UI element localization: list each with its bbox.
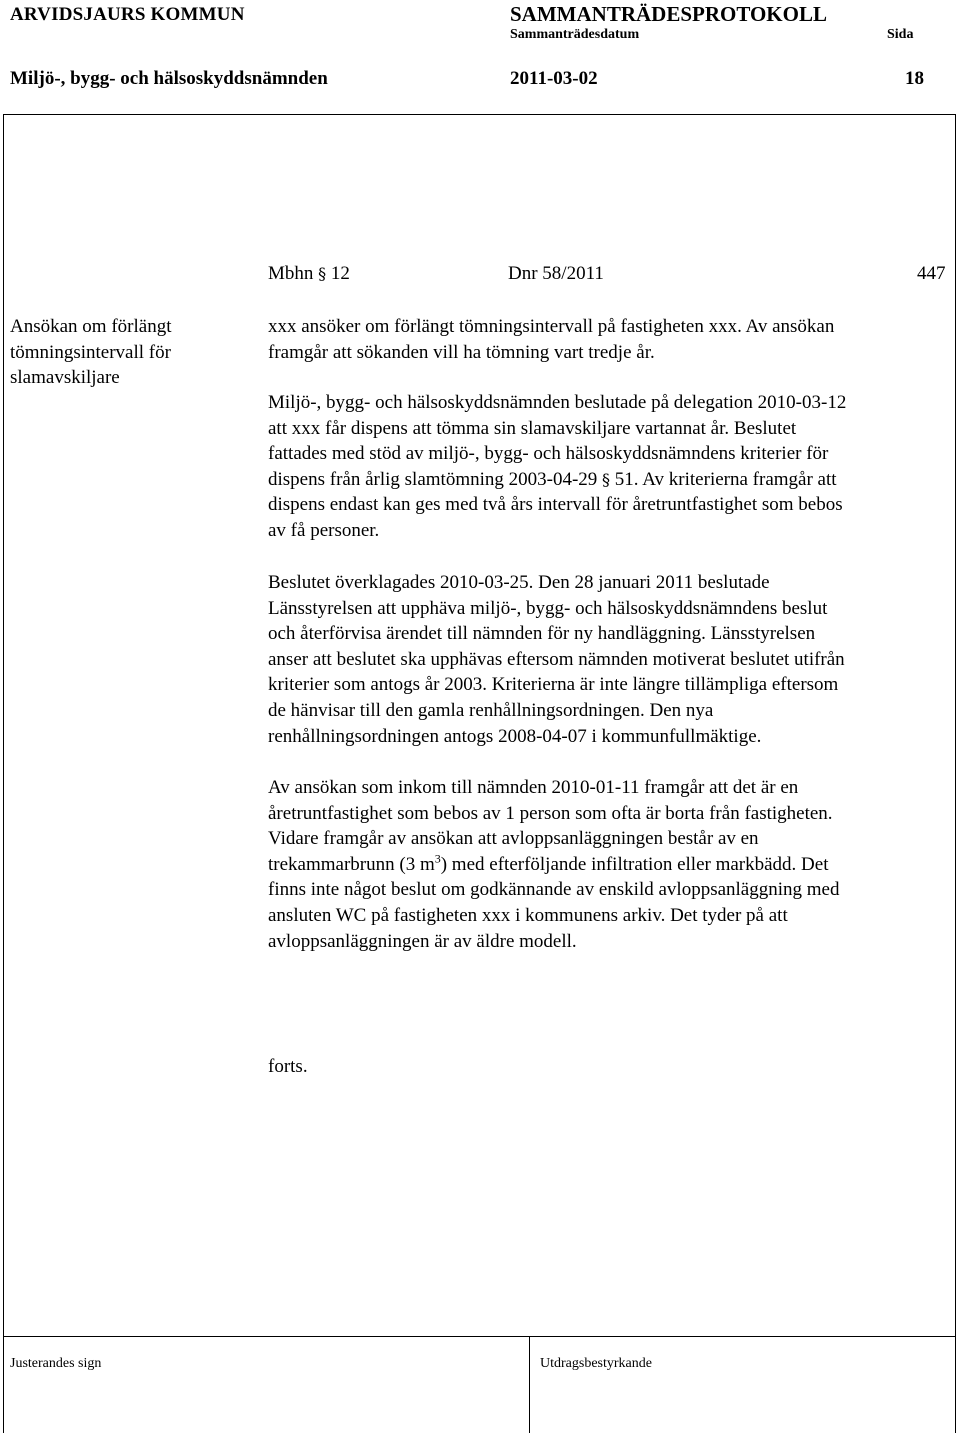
- text-line: Av ansökan som inkom till nämnden 2010-01-11 framgår att det är en: [268, 777, 799, 798]
- text-line: anser att beslutet ska upphävas eftersom nämnden motiverat beslutet utifrån: [268, 648, 845, 670]
- text-line: finns inte något beslut om godkännande av enskild avloppsanläggning med: [268, 879, 840, 901]
- text-line: och återförvisa ärendet till nämnden för ny handläggning. Länsstyrelsen: [268, 623, 816, 645]
- text-line: Länsstyrelsen att upphäva miljö-, bygg- och hälsoskyddsnämndens beslut: [268, 597, 828, 619]
- text-line: Beslutet överklagades 2010-03-25. Den 28 januari 2011 beslutade: [268, 572, 770, 593]
- section-number: 12: [330, 263, 350, 284]
- case-number: 447: [917, 263, 946, 284]
- document-type: SAMMANTRÄDESPROTOKOLL: [510, 2, 827, 26]
- text-line: renhållningsordningen antogs 2008-04-07 i kommunfullmäktige.: [268, 725, 762, 747]
- section-symbol: §: [602, 469, 611, 489]
- case-title-line: Ansökan om förlängt: [10, 316, 172, 337]
- page-number: 18: [905, 68, 924, 89]
- text-line: [268, 852, 950, 878]
- paragraph-property-details: [268, 775, 950, 954]
- continued-note: forts.: [268, 1056, 308, 1077]
- case-title-line: tömningsintervall för: [10, 341, 171, 363]
- diary-number: Dnr 58/2011: [508, 263, 604, 284]
- meeting-date-label: Sammanträdesdatum: [510, 27, 640, 42]
- section-prefix: Mbhn: [268, 263, 314, 284]
- text-line: att xxx får dispens att tömma sin slamavskiljare vartannat år. Beslutet: [268, 417, 797, 439]
- section-symbol: §: [318, 264, 327, 283]
- text-fragment: trekammarbrunn (3 m: [268, 853, 435, 875]
- paragraph-delegation-decision: [268, 390, 950, 544]
- text-line: ansluten WC på fastigheten xxx i kommunens arkiv. Det tyder på att: [268, 904, 788, 926]
- footer-divider: [955, 1337, 956, 1433]
- text-line: Vidare framgår av ansökan att avloppsanläggningen består av en: [268, 828, 759, 850]
- committee-name: Miljö-, bygg- och hälsoskyddsnämnden: [10, 68, 328, 89]
- superscript: 3: [434, 851, 441, 866]
- case-title: [10, 314, 171, 391]
- text-line: framgår att sökanden vill ha tömning vart tredje år.: [268, 341, 655, 363]
- paragraph-appeal: [268, 570, 950, 749]
- text-line: xxx ansöker om förlängt tömningsintervall på fastigheten xxx. Av ansökan: [268, 316, 835, 337]
- text-line: fattades med stöd av miljö-, bygg- och hälsoskyddsnämndens kriterier för: [268, 443, 829, 465]
- text-fragment: 51. Av kriterierna framgår att: [610, 468, 837, 490]
- text-fragment: ) med efterföljande infiltration eller markbädd. Det: [440, 853, 829, 875]
- text-line: av få personer.: [268, 519, 380, 541]
- organization-name: ARVIDSJAURS KOMMUN: [10, 4, 245, 25]
- certification-label: Utdragsbestyrkande: [540, 1356, 652, 1371]
- signature-label: Justerandes sign: [10, 1356, 102, 1371]
- footer-divider: [529, 1337, 530, 1433]
- text-fragment: dispens från årlig slamtömning 2003-04-29: [268, 468, 603, 490]
- section-reference: [268, 263, 350, 285]
- paragraph-application: [268, 314, 950, 365]
- text-line: de hänvisar till den gamla renhållningsordningen. Den nya: [268, 699, 714, 721]
- text-line: [268, 467, 950, 493]
- text-line: åretruntfastighet som bebos av 1 person som ofta är borta från fastigheten.: [268, 802, 833, 824]
- text-line: Miljö-, bygg- och hälsoskyddsnämnden beslutade på delegation 2010-03-12: [268, 392, 847, 413]
- text-line: kriterier som antogs år 2003. Kriterierna är inte längre tillämpliga eftersom: [268, 674, 839, 696]
- page-label: Sida: [887, 27, 914, 42]
- case-title-line: slamavskiljare: [10, 367, 120, 389]
- meeting-date: 2011-03-02: [510, 68, 598, 89]
- text-line: avloppsanläggningen är av äldre modell.: [268, 930, 577, 952]
- footer-divider: [3, 1337, 4, 1433]
- text-line: dispens endast kan ges med två års intervall för åretruntfastighet som bebos: [268, 494, 843, 516]
